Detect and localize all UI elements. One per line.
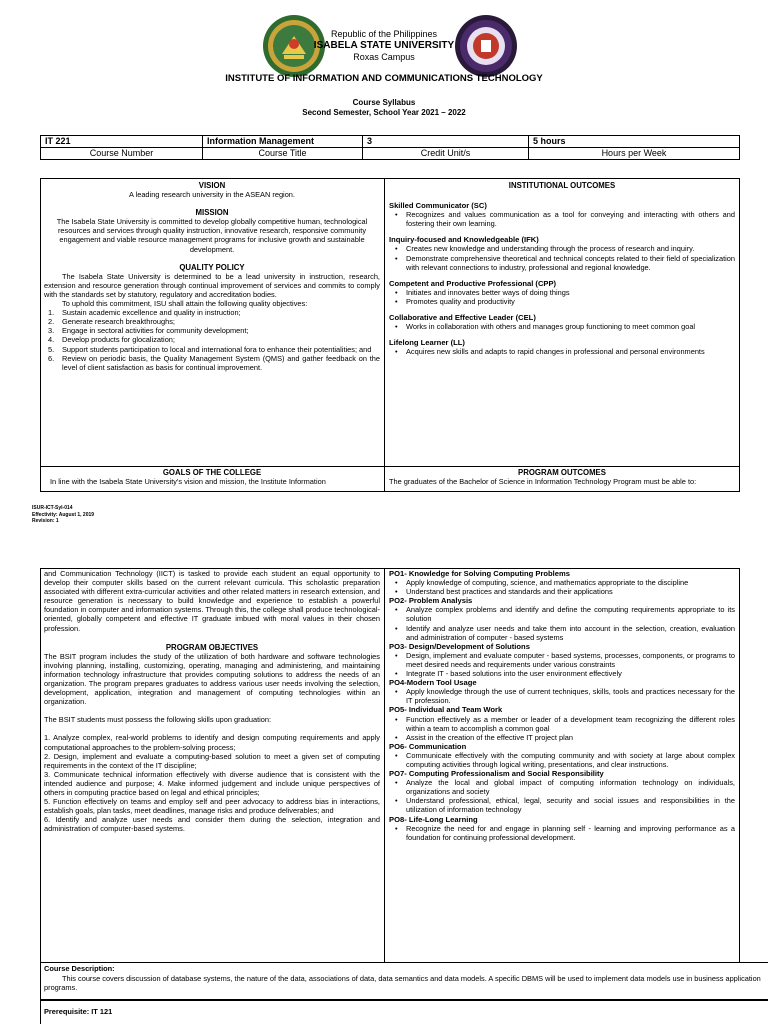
course-number: IT 221 — [41, 136, 203, 148]
list-item: • Apply knowledge of computing, science, and mathematics appropriate to the discipline — [389, 578, 735, 587]
list-item: • Understand best practices and standards and their applications — [389, 587, 735, 596]
po3-title: PO3- Design/Development of Solutions — [389, 641, 530, 651]
program-objectives-heading: PROGRAM OBJECTIVES — [165, 642, 259, 652]
column-divider — [384, 178, 385, 492]
column-divider — [384, 568, 385, 963]
course-info-table — [40, 135, 740, 160]
course-labels-row — [41, 148, 740, 160]
course-description-label: Course Description: — [44, 964, 115, 973]
list-item: • Recognizes and values communication as a tool for conveying and interacting with others and fostering their own learning. — [389, 210, 735, 228]
io-cel-title: Collaborative and Effective Leader (CEL) — [389, 313, 536, 323]
iict-seal-logo — [454, 14, 518, 78]
list-item: 2. Generate research breakthroughs; — [48, 317, 175, 327]
list-item: • Understand professional, ethical, legal, security and social issues and responsibilities in the utilization of information technology — [389, 796, 735, 814]
program-outcomes-heading: PROGRAM OUTCOMES — [518, 468, 606, 477]
list-item: 2. Design, implement and evaluate a computing-based solution to meet a given set of computing requirements in the context of the IT discipline; — [44, 751, 380, 770]
institute-name: INSTITUTE OF INFORMATION AND COMMUNICATIONS TECHNOLOGY — [225, 73, 543, 84]
list-item: • Analyze complex problems and identify and define the computing requirements appropriate to its solution — [389, 605, 735, 623]
list-item: • Design, implement and evaluate computer - based systems, processes, components, or programs to meet desired needs and requirements under various constraints — [389, 651, 735, 669]
semester-line: Second Semester, School Year 2021 – 2022 — [302, 108, 466, 117]
po7-title: PO7- Computing Professionalism and Social Responsibility — [389, 769, 604, 779]
po6-title: PO6- Communication — [389, 741, 467, 751]
skills-intro: The BSIT students must possess the following skills upon graduation: — [44, 715, 272, 725]
list-item: • Acquires new skills and adapts to rapid changes in professional and personal environments — [389, 347, 735, 356]
io-ifk-title: Inquiry-focused and Knowledgeable (IFK) — [389, 235, 539, 245]
list-item: • Communicate effectively with the computing community and with society at large about complex computing activities through logical writing, presentations, and clear instructions. — [389, 751, 735, 769]
list-item: 5. Function effectively on teams and employ self and peer advocacy to address bias in interactions, establish goals, plan tasks, meet deadlines, manage risks and produce deliverables; and — [44, 797, 380, 816]
po6-list — [389, 751, 735, 769]
left-column-page1 — [44, 181, 380, 465]
list-item: • Integrate IT - based solutions into the user environment effectively — [389, 669, 735, 678]
io-cpp-list — [389, 288, 735, 306]
po5-list — [389, 715, 735, 742]
list-item: • Initiates and innovates better ways of doing things — [389, 288, 735, 297]
po1-list — [389, 578, 735, 596]
po4-title: PO4-Modern Tool Usage — [389, 678, 477, 688]
po2-list — [389, 605, 735, 641]
course-description — [40, 964, 768, 993]
quality-objectives-intro: To uphold this commitment, ISU shall attain the following quality objectives: — [62, 299, 308, 309]
syllabus-title-block — [0, 98, 768, 118]
university-name: ISABELA STATE UNIVERSITY — [313, 40, 455, 51]
document-control-info — [32, 505, 94, 525]
label-credit-units: Credit Unit/s — [363, 148, 529, 160]
left-column-page2 — [44, 569, 380, 961]
po3-list — [389, 651, 735, 678]
prerequisite: Prerequisite: IT 121 — [44, 1007, 113, 1016]
po2-title: PO2- Problem Analysis — [389, 596, 473, 606]
po4-list — [389, 687, 735, 705]
list-item: • Demonstrate comprehensive theoretical and technical concepts related to their field of specialization with relevant connections to industry, professional and regional knowledge. — [389, 254, 735, 272]
po8-list — [389, 824, 735, 842]
doc-code: ISUR-ICT-Syl-014 — [32, 505, 73, 511]
mission-text: The Isabela State University is committed to develop globally competitive human, technological resources and services through quality instruction, innovative research, responsive community engagement and viable resource management programs for inclusive growth and sustainable development. — [56, 217, 368, 254]
list-item: • Works in collaboration with others and manages group functioning to meet common goal — [389, 322, 735, 331]
label-course-number: Course Number — [41, 148, 203, 160]
list-item: • Creates new knowledge and understanding through the process of research and inquiry. — [389, 244, 735, 253]
io-ifk-list — [389, 244, 735, 271]
doc-effectivity: Effectivity: August 1, 2019 — [32, 511, 95, 518]
po5-title: PO5- Individual and Team Work — [389, 705, 503, 715]
io-cpp-title: Competent and Productive Professional (CPP) — [389, 278, 557, 288]
list-item: 1. Sustain academic excellence and quality in instruction; — [48, 308, 241, 318]
io-cel-list — [389, 322, 735, 331]
letterhead — [0, 14, 768, 80]
list-item: 3. Communicate technical information effectively with diverse audience that is consistent with the intended audience and purpose; 4. Make informed judgement and include unique perspectives of others in computing practice based on legal and ethical principles; — [44, 769, 380, 797]
po1-title: PO1- Knowledge for Solving Computing Problems — [389, 569, 570, 578]
right-column-page2 — [389, 569, 735, 961]
goals-first-line: In line with the Isabela State University's vision and mission, the Institute Information — [50, 477, 326, 487]
quality-policy-heading: QUALITY POLICY — [179, 262, 245, 272]
list-item: 4. Develop products for glocalization; — [48, 335, 175, 345]
goals-continuation: and Communication Technology (IICT) is tasked to provide each student an equal opportunity to develop their computer skills based on the current relevant curricula. This scholastic preparation associated with different extra-curricular activities and other related matters in research extension, and resource generation is necessary to build knowledge and experience to establish a powerful foundation in computer and information systems. Through this, the college shall produce technological-oriented, globally competent and effective IT graduate imbued with moral values in their chosen profession. — [44, 569, 380, 633]
syllabus-title: Course Syllabus — [352, 98, 416, 107]
list-item: 6. Review on periodic basis, the Quality Management System (QMS) and gather feedback on the level of client satisfaction as basis for continual improvement. — [48, 353, 380, 372]
right-column-page1 — [389, 181, 735, 465]
io-sc-list — [389, 210, 735, 228]
list-item: • Analyze the local and global impact of computing information technology on individuals, organizations and society — [389, 778, 735, 796]
mission-heading: MISSION — [195, 208, 229, 218]
course-title: Information Management — [203, 136, 363, 148]
institutional-outcomes-heading: INSTITUTIONAL OUTCOMES — [508, 181, 616, 190]
vision-heading: VISION — [198, 181, 226, 190]
list-item: 1. Analyze complex, real-world problems to identify and design computing requirements and apply computational approaches to the problem-solving process; — [44, 733, 380, 752]
list-item: • Promotes quality and productivity — [389, 297, 735, 306]
io-ll-title: Lifelong Learner (LL) — [389, 338, 465, 348]
po8-title: PO8- Life-Long Learning — [389, 814, 478, 824]
credit-units: 3 — [363, 136, 529, 148]
list-item: • Function effectively as a member or leader of a development team recognizing the different roles within a team to accomplish a common goal — [389, 715, 735, 733]
course-values-row — [41, 136, 740, 148]
row-divider — [40, 466, 740, 467]
doc-revision: Revision: 1 — [32, 518, 59, 524]
program-outcomes-start — [389, 468, 735, 490]
campus-name: Roxas Campus — [353, 52, 415, 62]
list-item: 5. Support students participation to local and international fora to enhance their potentialities; and — [48, 344, 372, 354]
republic-line: Republic of the Philippines — [330, 29, 438, 39]
goals-start — [44, 468, 380, 490]
po7-list — [389, 778, 735, 814]
hours-per-week: 5 hours — [529, 136, 740, 148]
io-ll-list — [389, 347, 735, 356]
quality-objectives-list — [44, 308, 380, 372]
list-item: • Apply knowledge through the use of current techniques, skills, tools and practices necessary for the IT profession. — [389, 687, 735, 705]
list-item: 6. Identify and analyze user needs and consider them during the selection, integration and administration of computer-based systems. — [44, 815, 380, 834]
course-description-text: This course covers discussion of database systems, the nature of the data, associations of data, data semantics and data models. A specific DBMS will be used to implement data models use in business application programs. — [44, 973, 761, 992]
goals-heading: GOALS OF THE COLLEGE — [162, 468, 262, 477]
quality-policy-text: The Isabela State University is determined to be a lead university in instruction, research, extension and resource generation through continual improvement of services and commits to comply with the standards set by statutory, regulatory and accreditation bodies. — [44, 271, 380, 299]
label-course-title: Course Title — [203, 148, 363, 160]
program-objectives-text: The BSIT program includes the study of the utilization of both hardware and software technologies involving planning, installing, customizing, operating, managing and administering, and maintaining information technology infrastructure that provides computing solutions to address the needs of an organization. The program prepares graduates to address various user needs involving the selection, development, application, integration and management of computing technologies within an organization. — [44, 651, 380, 707]
skills-list — [44, 733, 380, 833]
program-outcomes-intro: The graduates of the Bachelor of Science in Information Technology Program must be able to: — [389, 477, 697, 487]
vision-text: A leading research university in the ASEAN region. — [129, 190, 295, 200]
label-hours-per-week: Hours per Week — [529, 148, 740, 160]
list-item: • Assist in the creation of the effective IT project plan — [389, 733, 735, 742]
io-sc-title: Skilled Communicator (SC) — [389, 201, 487, 211]
list-item: • Recognize the need for and engage in planning self - learning and improving performance as a foundation for continuing professional development. — [389, 824, 735, 842]
list-item: 3. Engage in sectoral activities for community development; — [48, 326, 249, 336]
list-item: • Identify and analyze user needs and take them into account in the selection, creation, evaluation and administration of computer - based systems — [389, 624, 735, 642]
